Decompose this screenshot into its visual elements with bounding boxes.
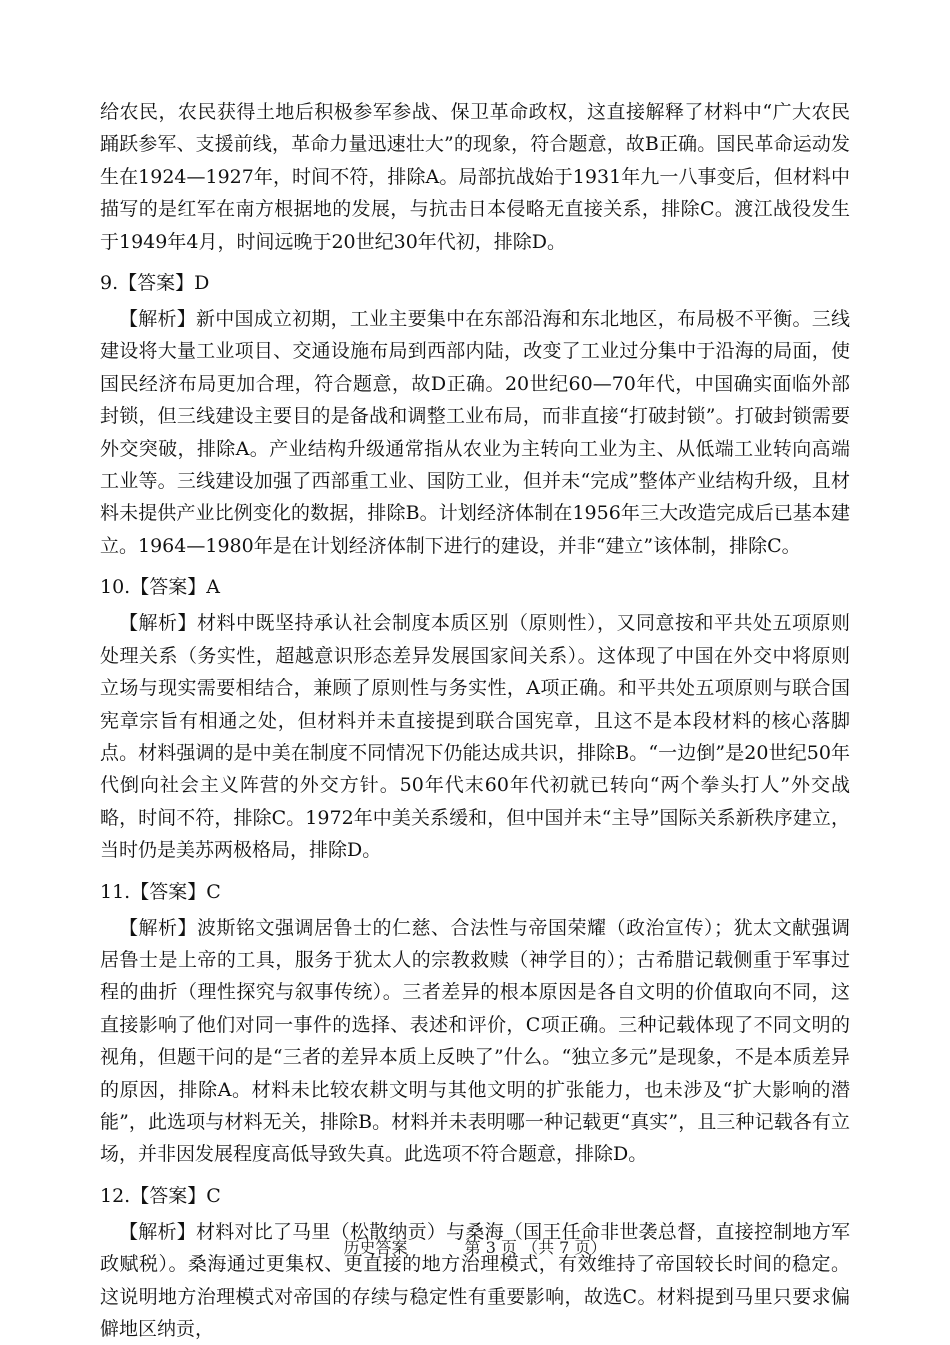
page-footer [0, 1237, 950, 1259]
answer-page [100, 96, 850, 1345]
footer-page-number: 第 3 页 （共 7 页） [464, 1238, 607, 1257]
q10-analysis: 【解析】材料中既坚持承认社会制度本质区别（原则性），又同意按和平共处五项原则处理关系（务实性，超越意识形态差异发展国家间关系）。这体现了中国在外交中将原则立场与现实需要相结合，兼顾了原则性与务实性，A项正确。和平共处五项原则与联合国宪章宗旨有相通之处，但材料并未直接提到联合国宪章，且这不是本段材料的核心落脚点。材料强调的是中美在制度不同情况下仍能达成共识，排除B。“一边倒”是20世纪50年代倒向社会主义阵营的外交方针。50年代末60年代初就已转向“两个拳头打人”外交战略，时间不符，排除C。1972年中美关系缓和，但中国并未“主导”国际关系新秩序建立，当时仍是美苏两极格局，排除D。 [100, 612, 850, 862]
q10-answer-header: 10.【答案】A [100, 576, 220, 599]
analysis-continuation: 给农民，农民获得土地后积极参军参战、保卫革命政权，这直接解释了材料中“广大农民踊跃参军、支援前线，革命力量迅速壮大”的现象，符合题意，故B正确。国民革命运动发生在1924—1927年，时间不符，排除A。局部抗战始于1931年九一八事变后，但材料中描写的是红军在南方根据地的发展，与抗击日本侵略无直接关系，排除C。渡江战役发生于1949年4月，时间远晚于20世纪30年代初，排除D。 [100, 101, 850, 253]
q9-answer-header: 9.【答案】D [100, 272, 210, 295]
q12-answer-header: 12.【答案】C [100, 1184, 221, 1207]
footer-subject: 历史答案 [343, 1238, 408, 1257]
q11-analysis: 【解析】波斯铭文强调居鲁士的仁慈、合法性与帝国荣耀（政治宣传）；犹太文献强调居鲁士是上帝的工具，服务于犹太人的宗教救赎（神学目的）；古希腊记载侧重于军事过程的曲折（理性探究与叙事传统）。三者差异的根本原因是各自文明的价值取向不同，这直接影响了他们对同一事件的选择、表述和评价，C项正确。三种记载体现了不同文明的视角，但题干问的是“三者的差异本质上反映了”什么。“独立多元”是现象，不是本质差异的原因，排除A。材料未比较农耕文明与其他文明的扩张能力，也未涉及“扩大影响的潜能”，此选项与材料无关，排除B。材料并未表明哪一种记载更“真实”，且三种记载各有立场，并非因发展程度高低导致失真。此选项不符合题意，排除D。 [100, 916, 850, 1166]
q11-answer-header: 11.【答案】C [100, 880, 221, 903]
q12-analysis: 【解析】材料对比了马里（松散纳贡）与桑海（国王任命非世袭总督，直接控制地方军政赋税）。桑海通过更集权、更直接的地方治理模式，有效维持了帝国较长时间的稳定。这说明地方治理模式对帝国的存续与稳定性有重要影响，故选C。材料提到马里只要求偏僻地区纳贡， [100, 1220, 850, 1340]
q9-analysis: 【解析】新中国成立初期，工业主要集中在东部沿海和东北地区，布局极不平衡。三线建设将大量工业项目、交通设施布局到西部内陆，改变了工业过分集中于沿海的局面，使国民经济布局更加合理，符合题意，故D正确。20世纪60—70年代，中国确实面临外部封锁，但三线建设主要目的是备战和调整工业布局，而非直接“打破封锁”。打破封锁需要外交突破，排除A。产业结构升级通常指从农业为主转向工业为主、从低端工业转向高端工业等。三线建设加强了西部重工业、国防工业，但并未“完成”整体产业结构升级，且材料未提供产业比例变化的数据，排除B。计划经济体制在1956年三大改造完成后已基本建立。1964—1980年是在计划经济体制下进行的建设，并非“建立”该体制，排除C。 [100, 308, 850, 557]
